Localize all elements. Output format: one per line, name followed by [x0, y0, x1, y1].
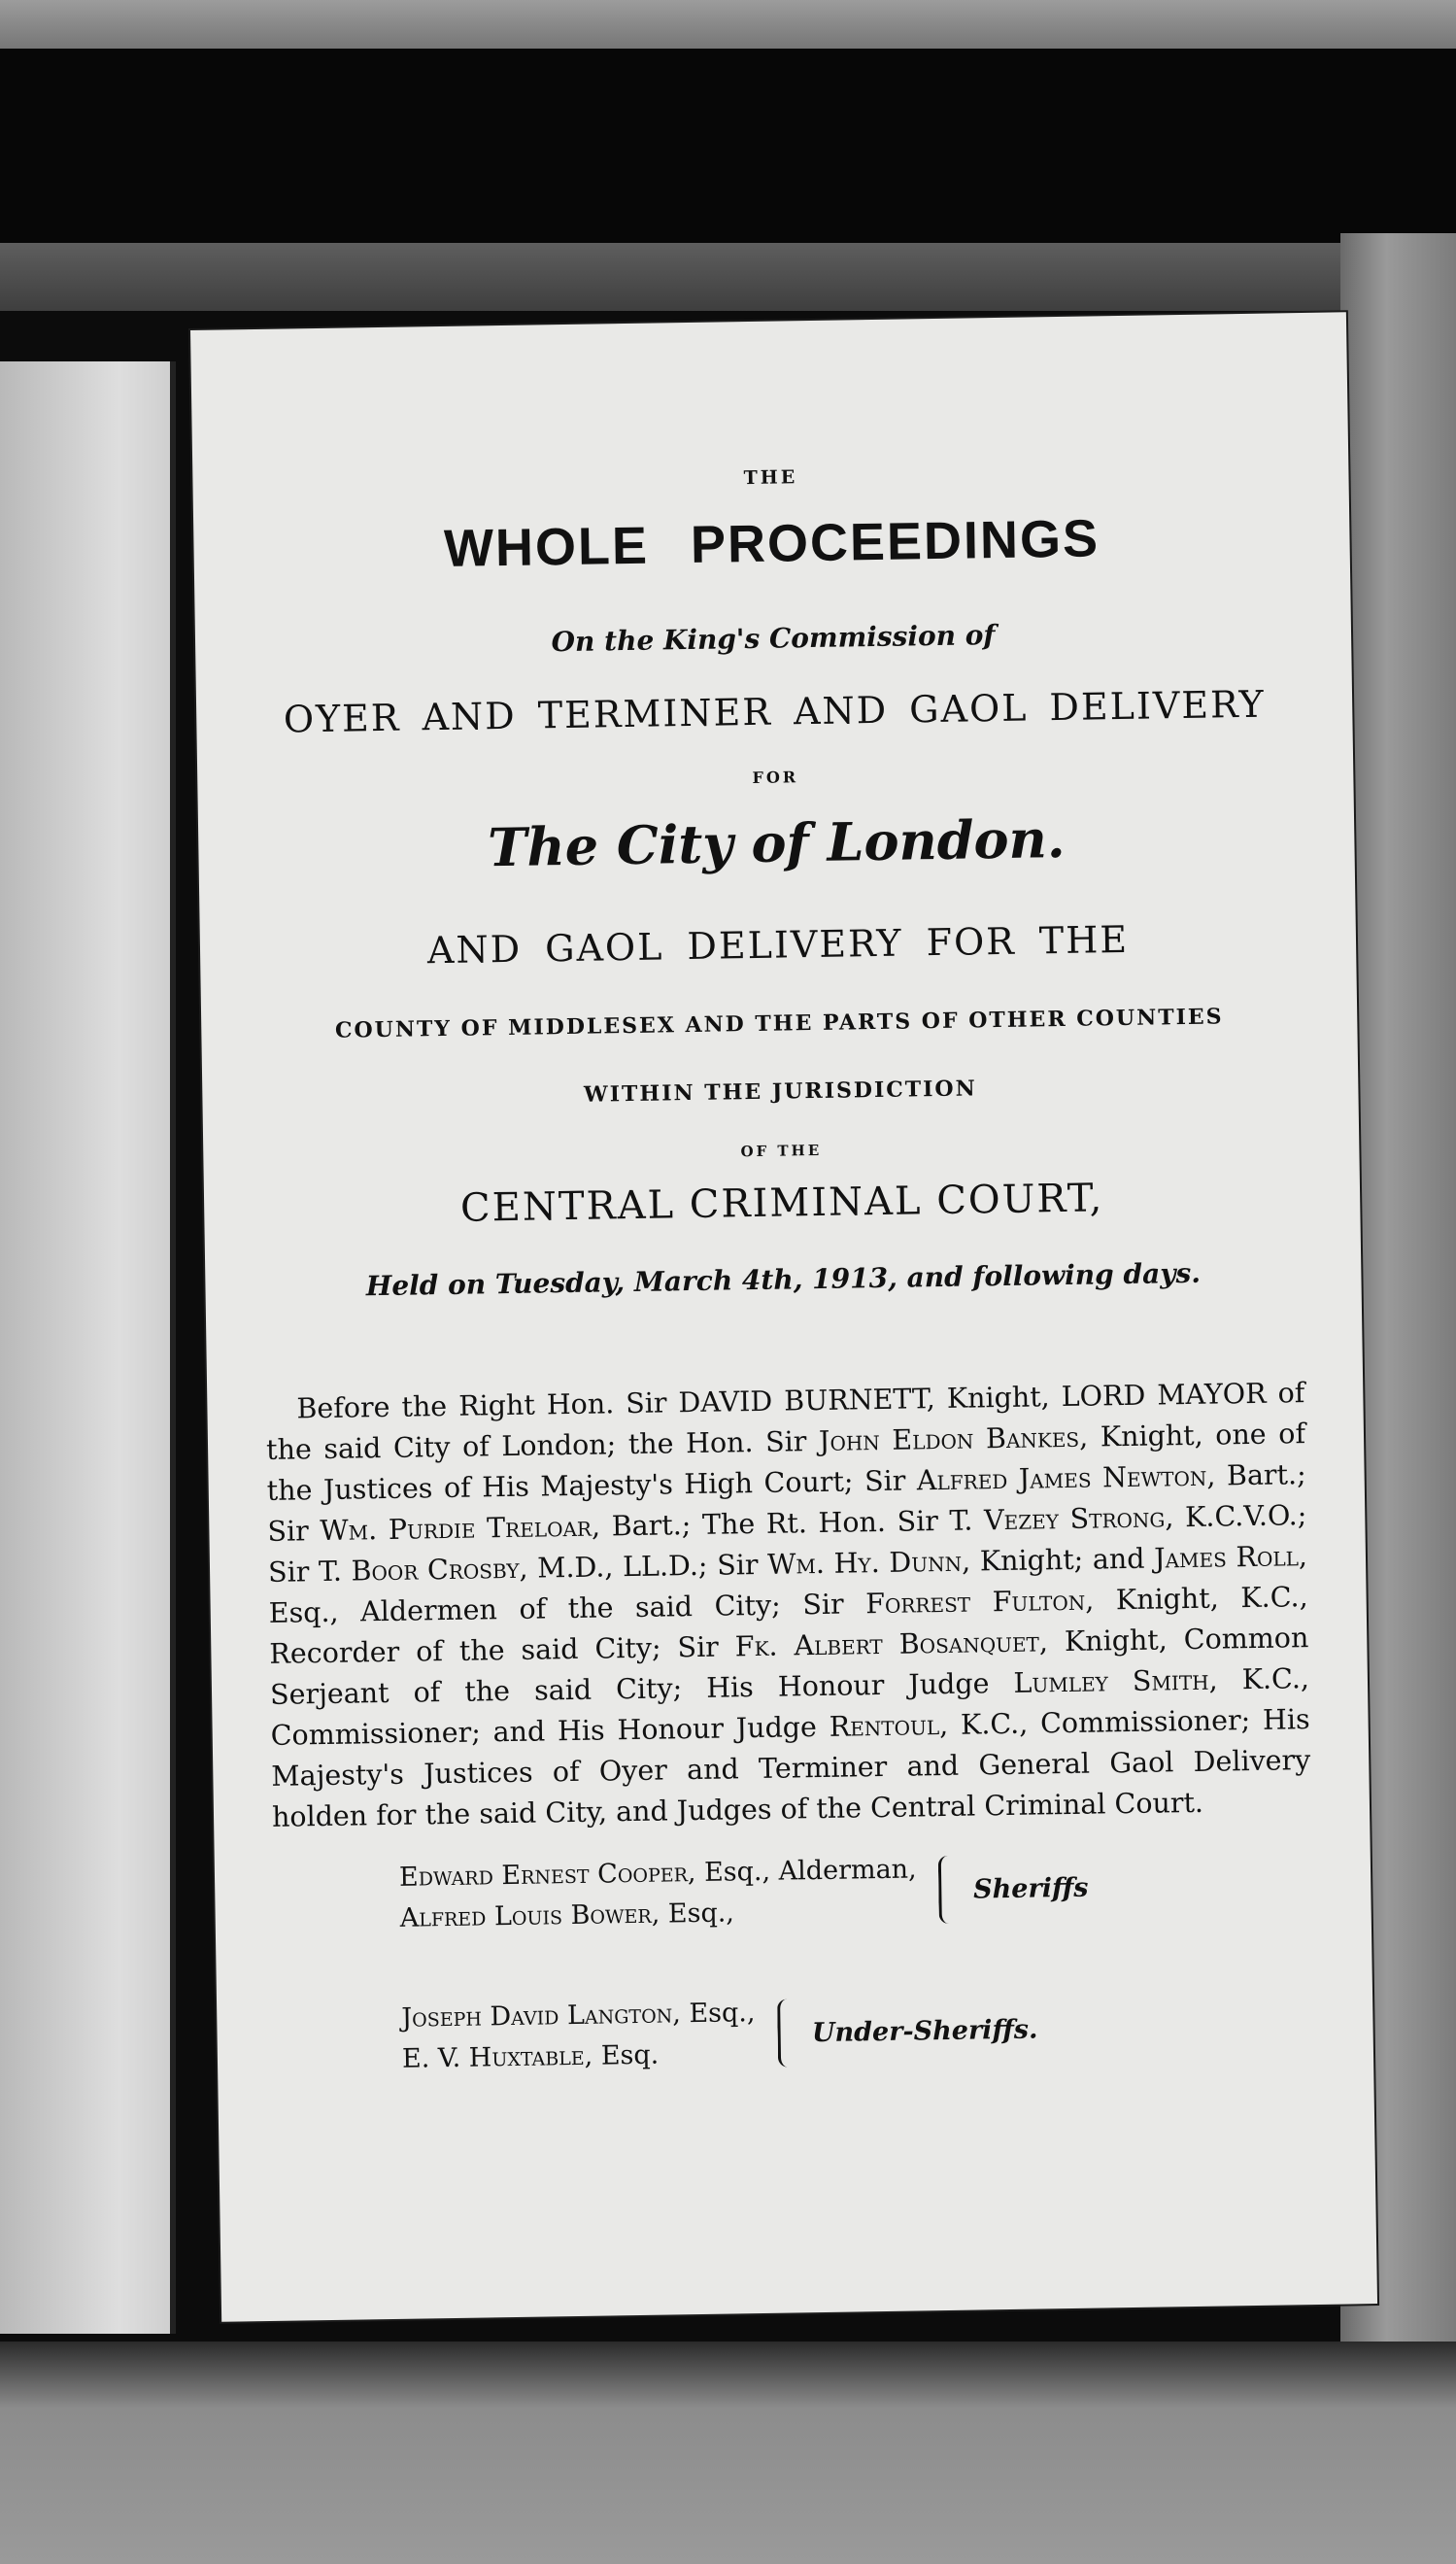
body-name: Fk. Albert Bosanquet: [734, 1624, 1040, 1662]
title-held: Held on Tuesday, March 4th, 1913, and following days.: [365, 1256, 1202, 1303]
body-name: T. Vezey Strong: [949, 1500, 1166, 1537]
body-text: , Knight, one of the Justices of His Majesty's High Court; Sir: [266, 1417, 1306, 1507]
title-court: CENTRAL CRIMINAL COURT,: [459, 1176, 1104, 1231]
body-text: , Bart.; Sir: [267, 1457, 1306, 1548]
body-name: Lumley Smith: [1013, 1663, 1209, 1699]
sheriffs-block: [399, 1844, 1274, 1939]
title-oyer: OYER AND TERMINER AND GAOL DELIVERY: [283, 682, 1266, 741]
body-name: Rentoul: [829, 1708, 940, 1743]
sheriff-2-name: Alfred Louis Bower: [399, 1898, 652, 1933]
sheriff-1-name: Edward Ernest Cooper: [398, 1858, 689, 1893]
undersheriffs-block: [401, 1985, 1276, 2080]
title-page: [190, 312, 1377, 2321]
sheriffs-role: Sheriffs: [972, 1872, 1089, 1905]
body-text: , Knight; and: [961, 1542, 1155, 1578]
page-content: [249, 313, 1319, 2321]
body-name: Wm. Purdie Treloar: [320, 1510, 593, 1547]
undersheriff-1: [401, 1993, 756, 2039]
body-name: T. Boor Crosby: [318, 1552, 520, 1588]
body-text: , Bart.; The Rt. Hon. Sir: [591, 1504, 950, 1543]
undersheriff-2: [402, 2034, 757, 2080]
title-within: WITHIN THE JURISDICTION: [583, 1076, 977, 1108]
body-text: , Knight, Common Serjeant of the said City; His Honour Judge: [269, 1621, 1309, 1711]
title-main: WHOLE PROCEEDINGS: [443, 509, 1100, 578]
undersheriff-1-suffix: , Esq.,: [672, 1998, 756, 2030]
body-name: Wm. Hy. Dunn: [766, 1545, 963, 1581]
sheriff-2: [399, 1890, 917, 1938]
body-name: Forrest Fulton: [864, 1584, 1086, 1620]
undersheriff-2-name: E. V. Huxtable: [401, 2040, 585, 2074]
body-name: John Eldon Bankes: [818, 1420, 1080, 1457]
body-text: , K.C., Commissioner; and His Honour Judge: [270, 1661, 1310, 1752]
body-text: , K.C.V.O.; Sir: [267, 1498, 1307, 1589]
body-text: , M.D., LL.D.; Sir: [519, 1548, 768, 1585]
scan-black-bar: [0, 49, 1456, 243]
undersheriffs-names: [401, 1993, 756, 2080]
brace-icon: [777, 1999, 795, 2067]
justices-paragraph: [265, 1373, 1311, 1838]
scan-grey-band: [0, 243, 1340, 321]
undersheriff-1-name: Joseph David Langton: [401, 1999, 673, 2034]
title-the: THE: [743, 466, 798, 490]
title-county: COUNTY OF MIDDLESEX AND THE PARTS OF OTHER COUNTIES: [334, 1004, 1224, 1043]
body-name: James Roll: [1153, 1539, 1300, 1575]
undersheriffs-role: Under-Sheriffs.: [811, 2014, 1038, 2048]
title-commission: On the King's Commission of: [551, 619, 996, 659]
brace-icon: [938, 1856, 956, 1924]
title-city: The City of London.: [487, 806, 1066, 879]
body-text: , Esq., Aldermen of the said City; Sir: [268, 1539, 1308, 1629]
sheriff-1-suffix: , Esq., Alderman,: [687, 1854, 917, 1889]
body-name: Alfred James Newton: [916, 1459, 1207, 1496]
sheriffs-names: [399, 1849, 918, 1938]
undersheriff-2-suffix: , Esq.: [584, 2039, 660, 2071]
title-for: FOR: [752, 768, 799, 787]
left-page-edge: [0, 361, 176, 2334]
body-text: Before the Right Hon. Sir DAVID BURNETT, Knight, LORD MAYOR of the said City of London; the Hon. Sir: [265, 1376, 1305, 1466]
body-text: , K.C., Commissioner; His Majesty's Justices of Oyer and Terminer and General Gaol Delivery holden for the said City, and Judges of the Central Criminal Court.: [271, 1702, 1311, 1833]
body-text: , Knight, K.C., Recorder of the said City; Sir: [269, 1580, 1308, 1670]
sheriff-2-suffix: , Esq.,: [651, 1897, 735, 1930]
sheriff-1: [399, 1849, 917, 1897]
scan-bottom: [0, 2342, 1456, 2564]
title-gaol: AND GAOL DELIVERY FOR THE: [426, 917, 1130, 973]
title-of-the: OF THE: [740, 1141, 823, 1161]
